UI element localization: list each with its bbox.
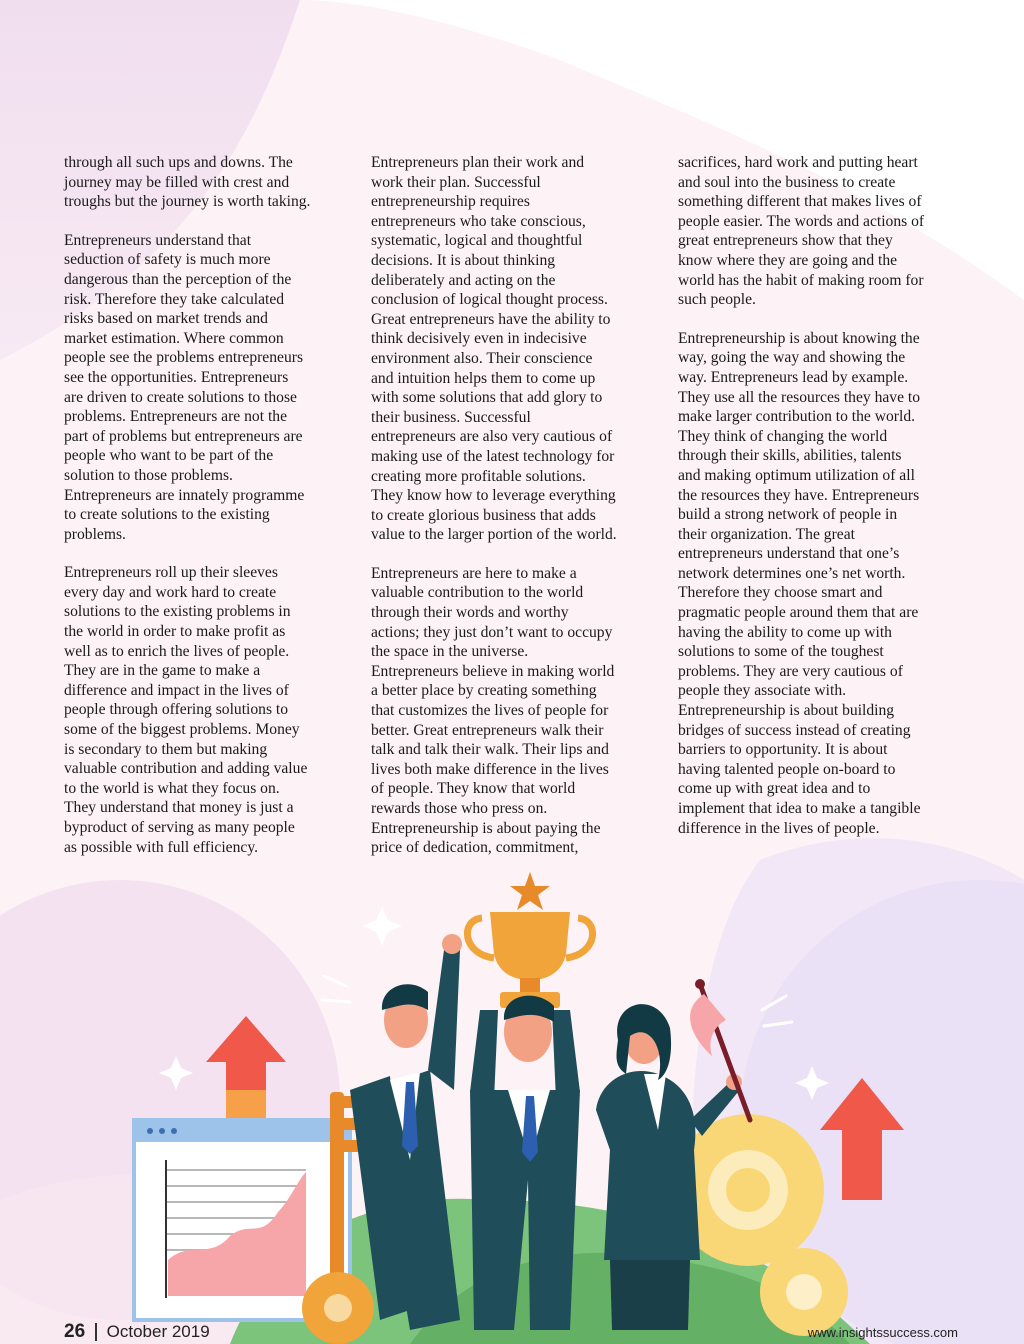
column-1-paragraph-2: Entrepreneurs understand that seduction of safety is much more dangerous than the perception of the risk. Therefore they take calculated risks based on market trends and market estimation. Where common people see the problems entrepreneurs see the opportunities. Entrepreneurs are driven to create solutions to those problems. Entrepreneurs are not the part of problems but entrepreneurs are people who want to be part of the solution to those problems. Entrepreneurs are innately programme to create solutions to the existing problems. <box>64 231 305 543</box>
column-2 <box>371 153 671 877</box>
page-number: 26 <box>64 1321 86 1342</box>
article-columns <box>0 153 1024 873</box>
trophy-icon <box>467 872 592 1008</box>
column-3 <box>678 153 978 857</box>
entrepreneurs-illustration <box>110 860 1024 1344</box>
column-2-paragraph-2: Entrepreneurs are here to make a valuable contribution to the world through their words and worthy actions; they just don’t want to occupy the space in the universe. Entrepreneurs believe in making world a better place by creating something that customizes the lives of people for better. Great entrepreneurs walk their talk and talk their walk. Their lips and lives both make difference in the lives of people. They know that world rewards those who press on. Entrepreneurship is about paying the price of dedication, commitment, <box>371 564 615 857</box>
page-footer-left <box>64 1322 210 1342</box>
arrow-up-icon <box>206 1016 286 1118</box>
column-1 <box>64 153 364 876</box>
arrow-up-icon-right <box>820 1078 904 1200</box>
column-3-paragraph-2: Entrepreneurship is about knowing the way, going the way and showing the way. Entrepreneurs lead by example. They use all the resources they have to make larger contribution to the world. They think of changing the world through their skills, abilities, talents and making optimum utilization of all the resources they have. Entrepreneurs build a strong network of people in their organization. The great entrepreneurs understand that one’s network determines one’s net worth. Therefore they choose smart and pragmatic people around them that are having the ability to come up with solutions to some of the toughest problems. They are very cautious of people they associate with. Entrepreneurship is about building bridges of success instead of creating barriers to opportunity. It is about having talented people on-board to come up with great idea and to implement that idea to make a tangible difference in the lives of people. <box>678 329 921 837</box>
column-3-paragraph-1: sacrifices, hard work and putting heart and soul into the business to create something different that makes lives of people easier. The words and actions of great entrepreneurs show that they know where they are going and the world has the habit of making room for such people. <box>678 154 925 309</box>
column-1-paragraph-1: through all such ups and downs. The journey may be filled with crest and troughs but the journey is worth taking. <box>64 154 311 211</box>
website-url[interactable]: www.insightssuccess.com <box>807 1325 958 1340</box>
footer-divider <box>95 1323 97 1341</box>
issue-date: October 2019 <box>106 1322 210 1341</box>
column-1-paragraph-3: Entrepreneurs roll up their sleeves every day and work hard to create solutions to the existing problems in the world in order to make profit as well as to enrich the lives of people. They are in the game to make a difference and impact in the lives of people through offering solutions to some of the biggest problems. Money is secondary to them but making valuable contribution and adding value to the world is what they focus on. They understand that money is just a byproduct of serving as many people as possible with full efficiency. <box>64 564 308 856</box>
column-2-paragraph-1: Entrepreneurs plan their work and work their plan. Successful entrepreneurship requires entrepreneurs who take conscious, systematic, logical and thoughtful decisions. It is about thinking deliberately and acting on the conclusion of logical thought process. Great entrepreneurs have the ability to think decisively even in indecisive environment also. Their conscience and intuition helps them to come up with some solutions that add glory to their business. Successful entrepreneurs are also very cautious of making use of the latest technology for creating more profitable solutions. They know how to leverage everything to create glorious business that adds value to the larger portion of the world. <box>371 154 617 544</box>
